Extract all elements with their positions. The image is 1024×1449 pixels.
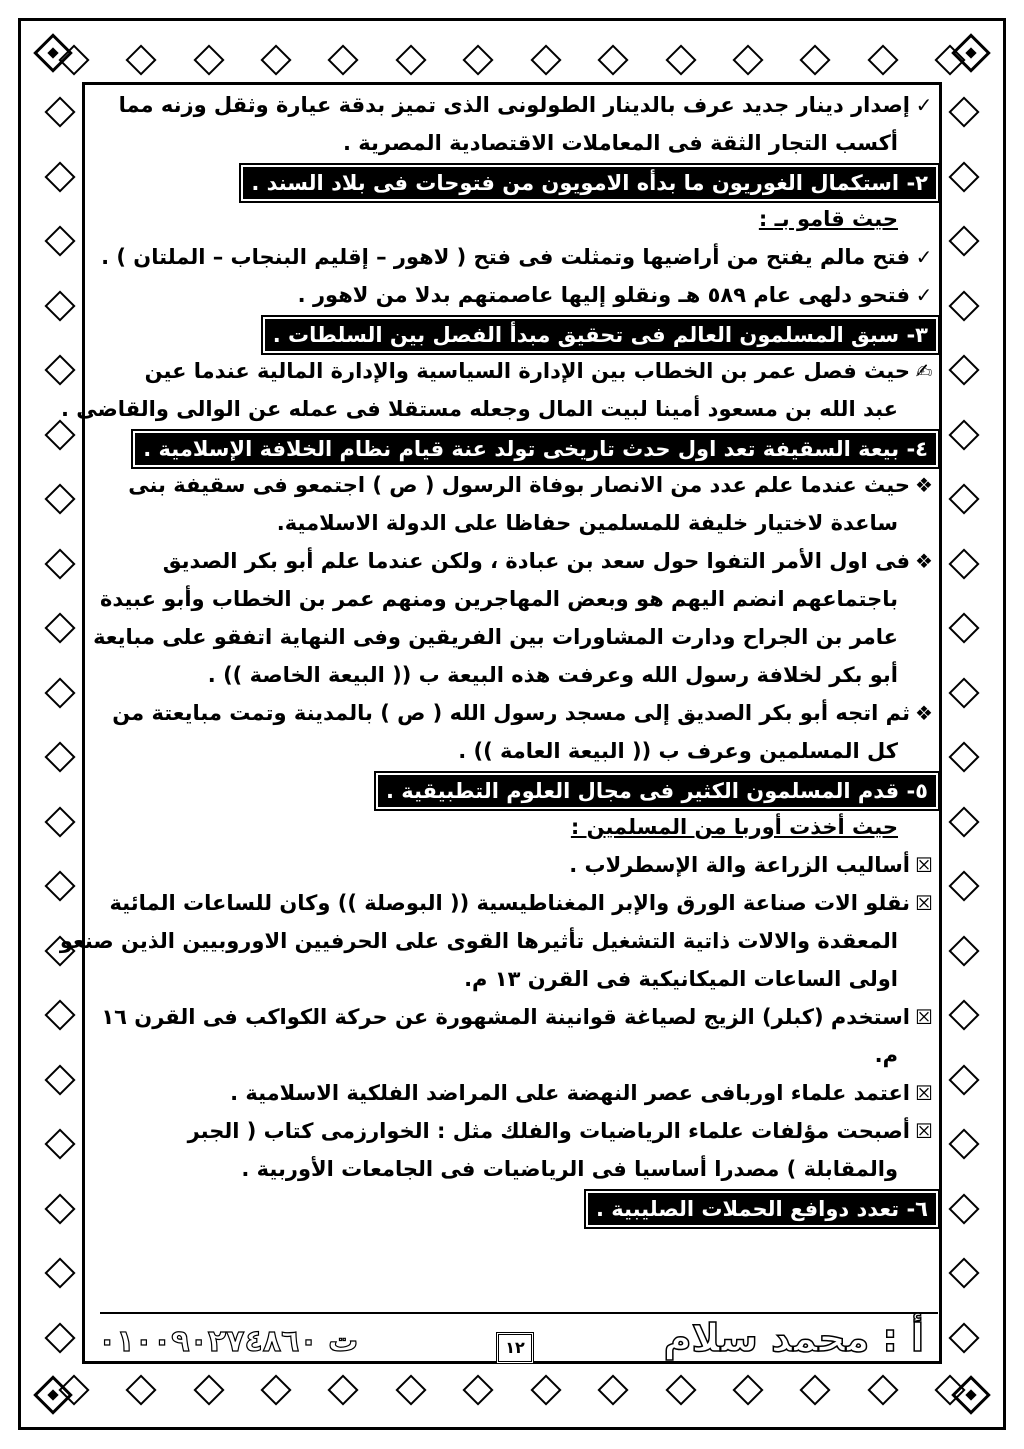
line-text: حيث عندما علم عدد من الانصار بوفاة الرسول ( ص ) اجتمعو فى سقيفة بنى	[128, 473, 910, 497]
bullet-icon: ✓	[915, 93, 933, 117]
text-line	[100, 504, 938, 542]
border-diamond-icon	[948, 1322, 979, 1353]
sub-heading	[100, 808, 938, 846]
section-heading-label: ٤- بيعة السقيفة تعد اول حدث تاريخى تولد عنة قيام نظام الخلافة الإسلامية .	[133, 431, 938, 467]
text-line	[100, 466, 938, 504]
text-line	[100, 1150, 938, 1188]
border-diamond-icon	[328, 44, 359, 75]
text-line	[100, 1036, 938, 1074]
border-diamond-icon	[948, 161, 979, 192]
border-diamond-icon	[126, 44, 157, 75]
line-text: ساعدة لاختيار خليفة للمسلمين حفاظا على الدولة الاسلامية.	[276, 511, 898, 535]
sub-heading	[100, 200, 938, 238]
sub-heading-label: حيث قامو بـ :	[758, 207, 898, 231]
border-diamond-icon	[44, 1064, 75, 1095]
text-line	[100, 960, 938, 998]
border-diamond-icon	[598, 44, 629, 75]
section-heading	[100, 428, 938, 466]
section-heading-label: ٣- سبق المسلمون العالم فى تحقيق مبدأ الفصل بين السلطات .	[263, 317, 938, 353]
section-heading	[100, 162, 938, 200]
border-diamond-icon	[44, 1258, 75, 1289]
border-diamond-icon	[948, 97, 979, 128]
bullet-icon: ❖	[915, 549, 933, 573]
border-diamond-icon	[948, 226, 979, 257]
line-text: فتحو دلهى عام ٥٨٩ هـ ونقلو إليها عاصمتهم بدلا من لاهور .	[297, 283, 910, 307]
text-line	[100, 732, 938, 770]
border-diamond-icon	[948, 677, 979, 708]
border-diamond-icon	[44, 806, 75, 837]
line-text: المعقدة والالات ذاتية التشغيل تأثيرها القوى على الحرفيين الاوروبيين الذين صنعو	[59, 929, 898, 953]
border-diamond-icon	[948, 290, 979, 321]
border-diamond-icon	[44, 161, 75, 192]
border-diamond-icon	[948, 1064, 979, 1095]
border-diamond-icon	[948, 355, 979, 386]
text-line	[100, 998, 938, 1036]
border-diamond-icon	[126, 1374, 157, 1405]
border-diamond-icon	[665, 44, 696, 75]
text-line	[100, 352, 938, 390]
footer-rule	[100, 1312, 938, 1314]
border-diamond-icon	[395, 1374, 426, 1405]
page-number: ١٢	[496, 1332, 534, 1364]
text-line	[100, 86, 938, 124]
border-diamond-icon	[948, 1129, 979, 1160]
border-diamond-icon	[44, 484, 75, 515]
line-text: اولى الساعات الميكانيكية فى القرن ١٣ م.	[464, 967, 898, 991]
line-text: فتح مالم يفتح من أراضيها وتمثلت فى فتح ( لاهور – إقليم البنجاب – الملتان ) .	[101, 245, 910, 269]
line-text: حيث فصل عمر بن الخطاب بين الإدارة السياسية والإدارة المالية عندما عين	[144, 359, 910, 383]
text-line	[100, 846, 938, 884]
border-diamond-icon	[665, 1374, 696, 1405]
border-diamond-icon	[328, 1374, 359, 1405]
corner-ornament-icon	[26, 26, 80, 80]
line-text: أصبحت مؤلفات علماء الرياضيات والفلك مثل : الخوارزمى كتاب ( الجبر	[187, 1119, 910, 1143]
line-text: عبد الله بن مسعود أمينا لبيت المال وجعله مستقلا فى عمله عن الوالى والقاضى .	[60, 397, 898, 421]
bullet-icon: ✍	[915, 359, 933, 383]
bottom-border-band	[40, 1370, 984, 1410]
sub-heading-label: حيث أخذت أوربا من المسلمين :	[570, 815, 898, 839]
line-text: إصدار دينار جديد عرف بالدينار الطولونى الذى تميز بدقة عيارة وثقل وزنه مما	[118, 93, 910, 117]
section-heading-label: ٦- تعدد دوافع الحملات الصليبية .	[586, 1191, 938, 1227]
section-heading	[100, 314, 938, 352]
line-text: أبو بكر لخلافة رسول الله وعرفت هذه البيعة ب (( البيعة الخاصة )) .	[207, 663, 898, 687]
line-text: اعتمد علماء اوربافى عصر النهضة على المراضد الفلكية الاسلامية .	[230, 1081, 910, 1105]
border-diamond-icon	[948, 419, 979, 450]
border-diamond-icon	[530, 1374, 561, 1405]
text-line	[100, 542, 938, 580]
border-diamond-icon	[948, 1258, 979, 1289]
bullet-icon: ☒	[915, 1119, 933, 1143]
corner-ornament-icon	[944, 1368, 998, 1422]
border-diamond-icon	[44, 742, 75, 773]
section-heading-label: ٥- قدم المسلمون الكثير فى مجال العلوم التطبيقية .	[376, 773, 938, 809]
border-diamond-icon	[44, 613, 75, 644]
text-line	[100, 276, 938, 314]
line-text: ثم اتجه أبو بكر الصديق إلى مسجد رسول الله ( ص ) بالمدينة وتمت مبايعتة من	[112, 701, 910, 725]
border-diamond-icon	[800, 44, 831, 75]
text-line	[100, 884, 938, 922]
border-diamond-icon	[800, 1374, 831, 1405]
border-diamond-icon	[948, 548, 979, 579]
border-diamond-icon	[598, 1374, 629, 1405]
border-diamond-icon	[44, 1000, 75, 1031]
border-diamond-icon	[463, 44, 494, 75]
border-diamond-icon	[44, 1129, 75, 1160]
border-diamond-icon	[44, 1193, 75, 1224]
text-line	[100, 694, 938, 732]
border-diamond-icon	[44, 355, 75, 386]
page-content	[59, 86, 938, 1226]
bullet-icon: ☒	[915, 1005, 933, 1029]
border-diamond-icon	[948, 935, 979, 966]
text-line	[100, 1112, 938, 1150]
border-diamond-icon	[732, 44, 763, 75]
top-border-band	[40, 40, 984, 80]
border-diamond-icon	[44, 97, 75, 128]
border-diamond-icon	[260, 1374, 291, 1405]
corner-ornament-icon	[26, 1368, 80, 1422]
bullet-icon: ☒	[915, 853, 933, 877]
line-text: والمقابلة ) مصدرا أساسيا فى الرياضيات فى الجامعات الأوربية .	[241, 1157, 898, 1181]
border-diamond-icon	[867, 1374, 898, 1405]
border-diamond-icon	[732, 1374, 763, 1405]
section-heading	[100, 770, 938, 808]
border-diamond-icon	[948, 1000, 979, 1031]
line-text: عامر بن الجراح ودارت المشاورات بين الفريقين وفى النهاية اتفقو على مبايعة	[93, 625, 898, 649]
text-line	[100, 1074, 938, 1112]
text-line	[93, 618, 938, 656]
line-text: أكسب التجار الثقة فى المعاملات الاقتصادية المصرية .	[342, 131, 898, 155]
border-diamond-icon	[463, 1374, 494, 1405]
text-line	[100, 580, 938, 618]
border-diamond-icon	[395, 44, 426, 75]
text-line	[100, 656, 938, 694]
bullet-icon: ☒	[915, 1081, 933, 1105]
border-diamond-icon	[948, 806, 979, 837]
left-border-band	[40, 80, 80, 1370]
author-name: أ : محمد سلام	[663, 1316, 924, 1360]
line-text: فى اول الأمر التفوا حول سعد بن عبادة ، ولكن عندما علم أبو بكر الصديق	[162, 549, 910, 573]
bullet-icon: ❖	[915, 701, 933, 725]
border-diamond-icon	[948, 742, 979, 773]
line-text: نقلو الات صناعة الورق والإبر المغناطيسية (( البوصلة )) وكان للساعات المائية	[109, 891, 910, 915]
line-text: كل المسلمين وعرف ب (( البيعة العامة )) .	[458, 739, 898, 763]
border-diamond-icon	[44, 290, 75, 321]
border-diamond-icon	[44, 1322, 75, 1353]
border-diamond-icon	[530, 44, 561, 75]
bullet-icon: ✓	[915, 283, 933, 307]
bullet-icon: ☒	[915, 891, 933, 915]
border-diamond-icon	[260, 44, 291, 75]
text-line	[100, 238, 938, 276]
line-text: باجتماعهم انضم اليهم هو وبعض المهاجرين ومنهم عمر بن الخطاب وأبو عبيدة	[99, 587, 898, 611]
phone-number: ت ٠١٠٠٩٠٢٧٤٨٦٠	[98, 1324, 359, 1359]
border-diamond-icon	[948, 484, 979, 515]
bullet-icon: ❖	[915, 473, 933, 497]
section-heading-label: ٢- استكمال الغوريون ما بدأه الامويون من فتوحات فى بلاد السند .	[241, 165, 938, 201]
line-text: م.	[874, 1043, 898, 1067]
text-line	[60, 390, 938, 428]
bullet-icon: ✓	[915, 245, 933, 269]
border-diamond-icon	[44, 677, 75, 708]
right-border-band	[944, 80, 984, 1370]
text-line	[100, 124, 938, 162]
border-diamond-icon	[44, 871, 75, 902]
section-heading	[100, 1188, 938, 1226]
border-diamond-icon	[44, 548, 75, 579]
border-diamond-icon	[867, 44, 898, 75]
corner-ornament-icon	[944, 26, 998, 80]
border-diamond-icon	[948, 871, 979, 902]
border-diamond-icon	[193, 44, 224, 75]
border-diamond-icon	[948, 1193, 979, 1224]
line-text: أساليب الزراعة والة الإسطرلاب .	[569, 853, 910, 877]
text-line	[59, 922, 938, 960]
line-text: استخدم (كبلر) الزيج لصياغة قوانينة المشهورة عن حركة الكواكب فى القرن ١٦	[101, 1005, 910, 1029]
border-diamond-icon	[193, 1374, 224, 1405]
border-diamond-icon	[948, 613, 979, 644]
border-diamond-icon	[44, 226, 75, 257]
